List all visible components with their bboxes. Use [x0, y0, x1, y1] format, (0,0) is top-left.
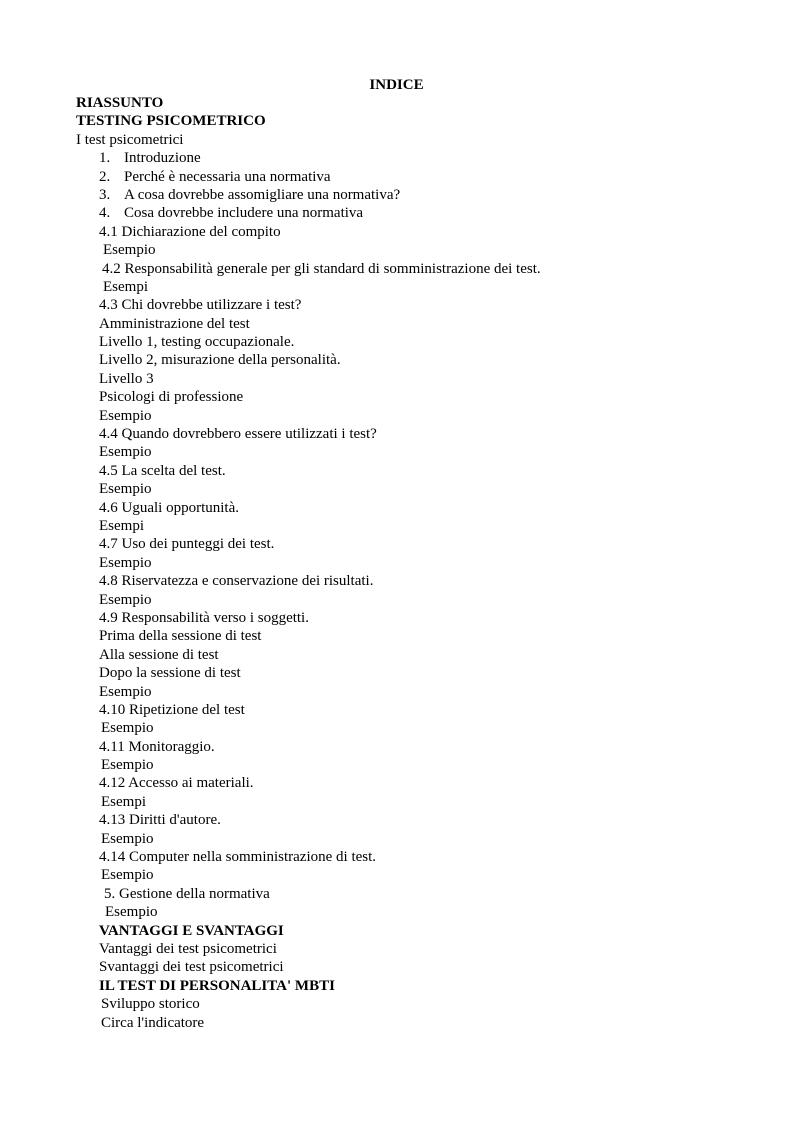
toc-entry: [0, 958, 793, 976]
toc-entry-label: Psicologi di professione: [99, 389, 244, 406]
toc-entry: [0, 296, 793, 314]
toc-entry-label: 4.9 Responsabilità verso i soggetti.: [99, 609, 309, 626]
toc-entry: [0, 572, 793, 590]
toc-entry: [0, 885, 793, 903]
toc-entry-label: Esempio: [99, 683, 152, 700]
toc-entry-label: 4.14 Computer nella somministrazione di test.: [99, 849, 377, 866]
toc-entry: [0, 517, 793, 535]
toc-entry: [0, 149, 793, 167]
toc-entry: [0, 131, 793, 149]
toc-entry-label: Dopo la sessione di test: [99, 665, 241, 682]
toc-entry-label: Svantaggi dei test psicometrici: [99, 959, 284, 976]
toc-entry-label: Esempi: [103, 278, 148, 295]
toc-entry: [0, 830, 793, 848]
toc-entry-label: Alla sessione di test: [99, 646, 219, 663]
toc-entry: [0, 609, 793, 627]
toc-entry-label: 4.2 Responsabilità generale per gli standard di somministrazione dei test.: [102, 260, 541, 277]
toc-entry: [0, 774, 793, 792]
toc-entry: [0, 112, 793, 130]
toc-entry: [0, 738, 793, 756]
toc-entry-label: Esempio: [99, 554, 152, 571]
toc-entry-label: 4.10 Ripetizione del test: [99, 701, 245, 718]
toc-entry: [0, 811, 793, 829]
toc-entry: [0, 462, 793, 480]
toc-entry-label: 5. Gestione della normativa: [104, 885, 270, 902]
toc-entry: [0, 793, 793, 811]
toc-entry: [0, 370, 793, 388]
toc-entry-label: Esempio: [99, 481, 152, 498]
toc-entry-label: Esempio: [99, 591, 152, 608]
toc-entry-label: Amministrazione del test: [99, 315, 250, 332]
toc-entry-label: Esempio: [101, 830, 154, 847]
toc-entry-label: Prima della sessione di test: [99, 628, 262, 645]
toc-entry-label: Livello 1, testing occupazionale.: [99, 334, 295, 351]
toc-entry: [0, 627, 793, 645]
toc-entry: [0, 480, 793, 498]
toc-entry-label: I test psicometrici: [76, 131, 184, 148]
toc-entry: [0, 204, 793, 222]
toc-entry-label: Esempio: [103, 242, 156, 259]
toc-entry-label: 4.11 Monitoraggio.: [99, 738, 215, 755]
toc-entry: [0, 223, 793, 241]
toc-entry: [0, 333, 793, 351]
toc-entry-number: 3.: [99, 186, 111, 203]
toc-entry-label: RIASSUNTO: [76, 95, 164, 111]
toc-entry: [0, 241, 793, 259]
toc-entry-number: 1.: [99, 150, 111, 167]
toc-entry-label: 4.6 Uguali opportunità.: [99, 499, 239, 516]
toc-entry-label: 4.5 La scelta del test.: [99, 462, 226, 479]
toc-entry: [0, 977, 793, 995]
toc-entry-label: Esempio: [101, 720, 154, 737]
toc-entry: [0, 866, 793, 884]
toc-entry-number: 2.: [99, 168, 111, 185]
toc-entry: [0, 646, 793, 664]
toc-entry: [0, 683, 793, 701]
toc-entry: [0, 186, 793, 204]
toc-entry-label: IL TEST DI PERSONALITA' MBTI: [99, 977, 335, 994]
toc-entry-label: Vantaggi dei test psicometrici: [99, 940, 277, 957]
toc-entry: [0, 425, 793, 443]
toc-entry: [0, 554, 793, 572]
toc-entry: [0, 848, 793, 866]
page-title: INDICE: [369, 77, 424, 93]
toc-entry-label: Livello 3: [99, 370, 154, 387]
toc-entry-label: Esempio: [99, 407, 152, 424]
toc-entry-label: A cosa dovrebbe assomigliare una normativa?: [124, 186, 401, 203]
toc-entry: [0, 535, 793, 553]
toc-entry-label: Sviluppo storico: [101, 996, 200, 1013]
toc-entry: [0, 260, 793, 278]
toc-entry-label: 4.13 Diritti d'autore.: [99, 812, 221, 829]
toc-entry: [0, 719, 793, 737]
toc-entry: [0, 407, 793, 425]
toc-entry: [0, 701, 793, 719]
toc-entry: [0, 664, 793, 682]
toc-entry: [0, 995, 793, 1013]
toc-entry: [0, 922, 793, 940]
toc-entry: [0, 168, 793, 186]
toc-entry-label: Cosa dovrebbe includere una normativa: [124, 205, 364, 222]
toc-entry: [0, 756, 793, 774]
toc-entry: [0, 591, 793, 609]
toc-entry-label: Esempi: [101, 793, 146, 810]
toc-entry-number: 4.: [99, 205, 111, 222]
toc-entry-label: 4.7 Uso dei punteggi dei test.: [99, 536, 275, 553]
toc-entry-label: 4.4 Quando dovrebbero essere utilizzati i test?: [99, 426, 377, 443]
toc-entry-label: Introduzione: [124, 150, 201, 167]
toc-entry-label: 4.8 Riservatezza e conservazione dei risultati.: [99, 573, 374, 590]
table-of-contents: [0, 94, 793, 1032]
toc-entry: [0, 351, 793, 369]
toc-entry-label: 4.12 Accesso ai materiali.: [99, 775, 254, 792]
toc-entry-label: Perché è necessaria una normativa: [124, 168, 331, 185]
toc-entry-label: TESTING PSICOMETRICO: [76, 113, 266, 130]
toc-entry-label: Esempio: [99, 444, 152, 461]
toc-entry: [0, 443, 793, 461]
toc-entry: [0, 499, 793, 517]
toc-entry: [0, 278, 793, 296]
toc-entry-label: VANTAGGI E SVANTAGGI: [99, 922, 284, 939]
toc-entry: [0, 903, 793, 921]
toc-entry: [0, 388, 793, 406]
toc-entry-label: 4.3 Chi dovrebbe utilizzare i test?: [99, 297, 302, 314]
toc-entry: [0, 315, 793, 333]
toc-entry-label: 4.1 Dichiarazione del compito: [99, 223, 281, 240]
toc-entry-label: Esempio: [101, 757, 154, 774]
toc-entry-label: Esempi: [99, 517, 144, 534]
toc-entry: [0, 940, 793, 958]
toc-entry: [0, 94, 793, 112]
toc-entry-label: Livello 2, misurazione della personalità.: [99, 352, 341, 369]
toc-entry-label: Esempio: [105, 904, 158, 921]
toc-entry-label: Circa l'indicatore: [101, 1014, 205, 1031]
toc-entry-label: Esempio: [101, 867, 154, 884]
toc-entry: [0, 1014, 793, 1032]
